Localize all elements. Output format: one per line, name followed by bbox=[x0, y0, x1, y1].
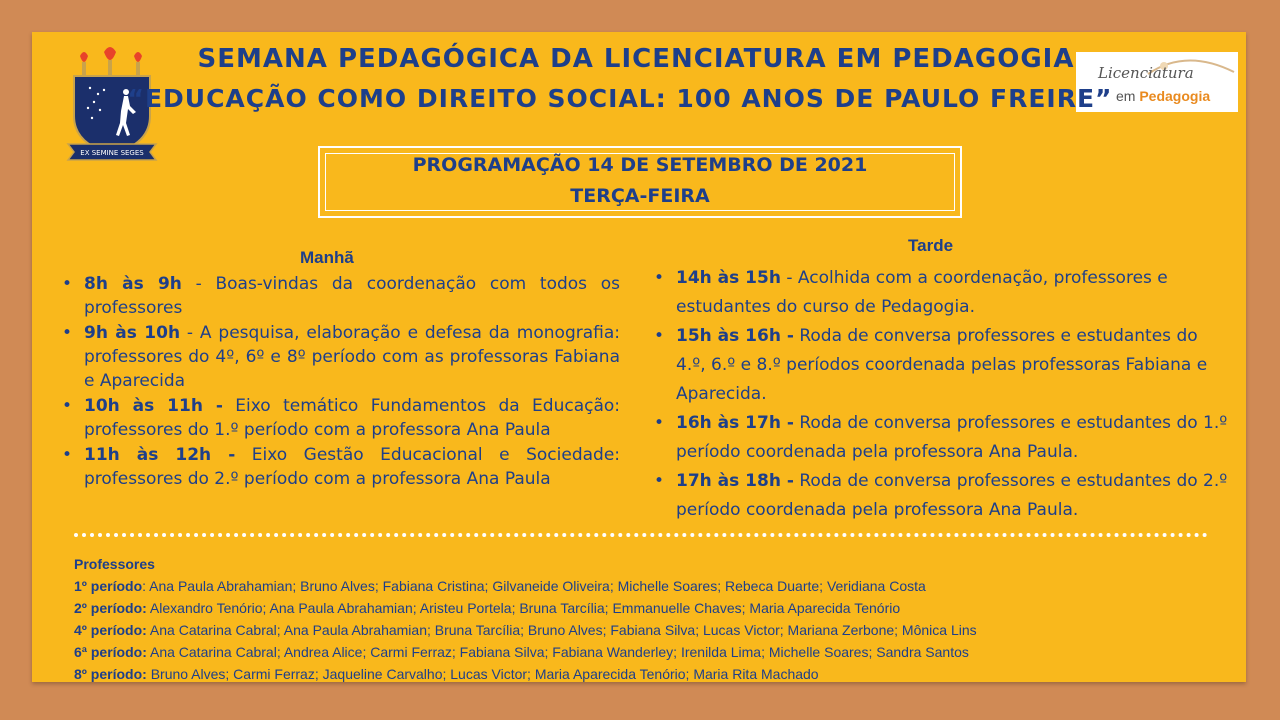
list-item: • 11h às 12h - Eixo Gestão Educacional e Sociedade: professores do 2.º período com a professora Ana Paula bbox=[62, 445, 621, 489]
programacao-date: PROGRAMAÇÃO 14 DE SETEMBRO DE 2021 bbox=[412, 154, 868, 176]
list-item: • 15h às 16h - Roda de conversa professores e estudantes do 4.º, 6.º e 8.º períodos coordenada pelas professoras Fabiana e Aparecida. bbox=[654, 326, 1208, 404]
page-subtitle: “EDUCAÇÃO COMO DIREITO SOCIAL: 100 ANOS DE PAULO FREIRE” bbox=[127, 84, 1113, 113]
professores-row: 4º período: Ana Catarina Cabral; Ana Paula Abrahamian; Bruna Tarcília; Bruno Alves; Fabiana Silva; Lucas Victor; Mariana Zerbone; Mônica Lins bbox=[74, 622, 977, 638]
manha-heading: Manhã bbox=[300, 248, 354, 267]
professores-heading: Professores bbox=[74, 556, 155, 572]
professores-row: 2º período: Alexandro Tenório; Ana Paula Abrahamian; Aristeu Portela; Bruna Tarcília; Emmanuelle Chaves; Maria Aparecida Tenório bbox=[74, 600, 901, 616]
programacao-weekday: TERÇA-FEIRA bbox=[570, 185, 710, 207]
list-item: • 17h às 18h - Roda de conversa professores e estudantes do 2.º período coordenada pela professora Ana Paula. bbox=[654, 471, 1228, 520]
page-title: SEMANA PEDAGÓGICA DA LICENCIATURA EM PEDAGOGIA bbox=[197, 44, 1075, 74]
professores-row: 1º período: Ana Paula Abrahamian; Bruno Alves; Fabiana Cristina; Gilvaneide Oliveira; Michelle Soares; Rebeca Duarte; Veridiana Costa bbox=[74, 578, 926, 594]
professores-row: 8º período: Bruno Alves; Carmi Ferraz; Jaqueline Carvalho; Lucas Victor; Maria Aparecida Tenório; Maria Rita Machado bbox=[74, 666, 819, 682]
list-item: • 9h às 10h - A pesquisa, elaboração e defesa da monografia: professores do 4º, 6º e 8º período com as professoras Fabiana e Aparecida bbox=[62, 323, 620, 391]
manha-list bbox=[60, 272, 620, 492]
dotted-divider bbox=[74, 533, 1208, 537]
tarde-heading: Tarde bbox=[908, 236, 954, 255]
list-item: • 14h às 15h - Acolhida com a coordenação, professores e estudantes do curso de Pedagogia. bbox=[654, 268, 1168, 317]
crest-motto: EX SEMINE SEGES bbox=[80, 149, 144, 157]
professores-section bbox=[74, 553, 1214, 685]
tarde-list bbox=[652, 264, 1232, 525]
list-item: • 8h às 9h - Boas-vindas da coordenação com todos os professores bbox=[62, 274, 620, 318]
logo-line2: em Pedagogia bbox=[1116, 88, 1211, 104]
list-item: • 16h às 17h - Roda de conversa professores e estudantes do 1.º período coordenada pela professora Ana Paula. bbox=[654, 413, 1228, 462]
list-item: • 10h às 11h - Eixo temático Fundamentos da Educação: professores do 1.º período com a professora Ana Paula bbox=[62, 396, 621, 440]
logo-line1: Licenciatura bbox=[1098, 64, 1194, 82]
professores-row: 6ª período: Ana Catarina Cabral; Andrea Alice; Carmi Ferraz; Fabiana Silva; Fabiana Wanderley; Irenilda Lima; Michelle Soares; Sandra Santos bbox=[74, 644, 969, 660]
